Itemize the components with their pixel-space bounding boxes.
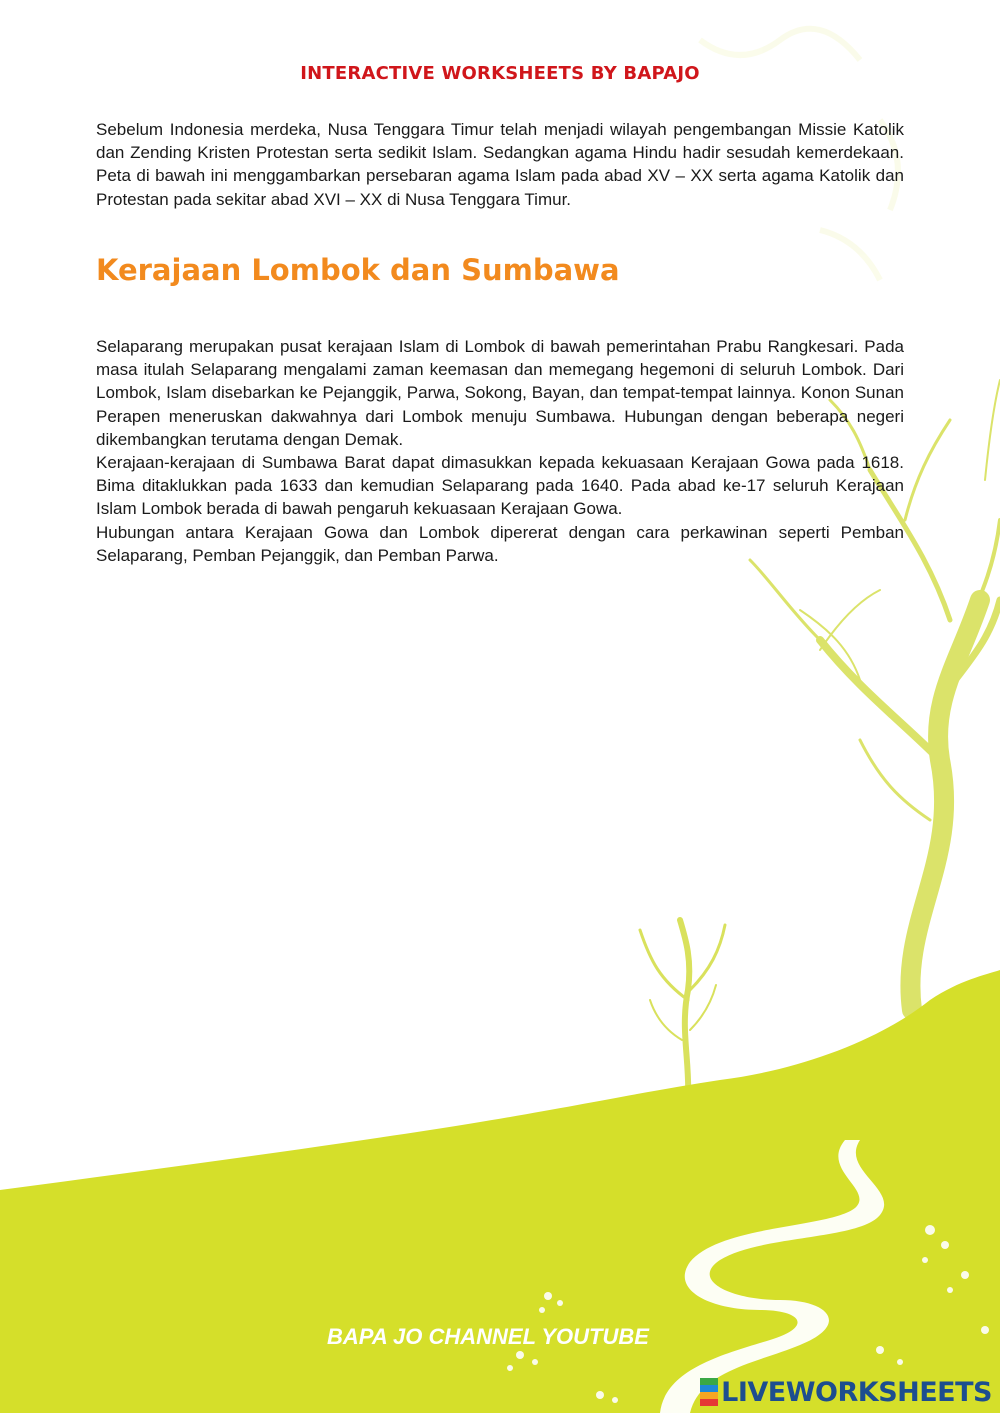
brand-name: LIVEWORKSHEETS: [721, 1376, 992, 1408]
worksheet-header-title: INTERACTIVE WORKSHEETS BY BAPAJO: [300, 63, 700, 84]
section-paragraph: Selaparang merupakan pusat kerajaan Islam di Lombok di bawah pemerintahan Prabu Rangkesari. Pada masa itulah Selaparang mengalami zaman keemasan dan memegang hegemoni di seluruh Lombok. Dari Lombok, Islam disebarkan ke Pejanggik, Parwa, Sokong, Bayan, dan tempat-tempat lainnya. Konon Sunan Perapen meneruskan dakwahnya dari Lombok menuju Sumbawa. Hubungan dengan beberapa negeri dikembangkan terutama dengan Demak.: [96, 337, 904, 449]
intro-paragraph: Sebelum Indonesia merdeka, Nusa Tenggara Timur telah menjadi wilayah pengembangan Missie Katolik dan Zending Kristen Protestan serta sedikit Islam. Sedangkan agama Hindu hadir sesudah kemerdekaan. Peta di bawah ini menggambarkan persebaran agama Islam pada abad XV – XX serta agama Katolik dan Protestan pada sekitar abad XVI – XX di Nusa Tenggara Timur.: [96, 120, 904, 209]
section-paragraph: Kerajaan-kerajaan di Sumbawa Barat dapat dimasukkan kepada kekuasaan Kerajaan Gowa pada 1618. Bima ditaklukkan pada 1633 dan kemudian Selaparang pada 1640. Pada abad ke-17 seluruh Kerajaan Islam Lombok berada di bawah pengaruh kekuasaan Kerajaan Gowa.: [96, 453, 904, 519]
live-badge-icon: [700, 1378, 718, 1406]
section-heading: Kerajaan Lombok dan Sumbawa: [96, 253, 620, 287]
section-body: [96, 335, 904, 567]
section-paragraph: Hubungan antara Kerajaan Gowa dan Lombok dipererat dengan cara perkawinan seperti Pemban Selaparang, Pemban Pejanggik, dan Pemban Parwa.: [96, 522, 904, 565]
channel-caption: BAPA JO CHANNEL YOUTUBE: [327, 1324, 649, 1349]
liveworksheets-logo[interactable]: [700, 1376, 992, 1408]
small-tree: [640, 920, 725, 1100]
